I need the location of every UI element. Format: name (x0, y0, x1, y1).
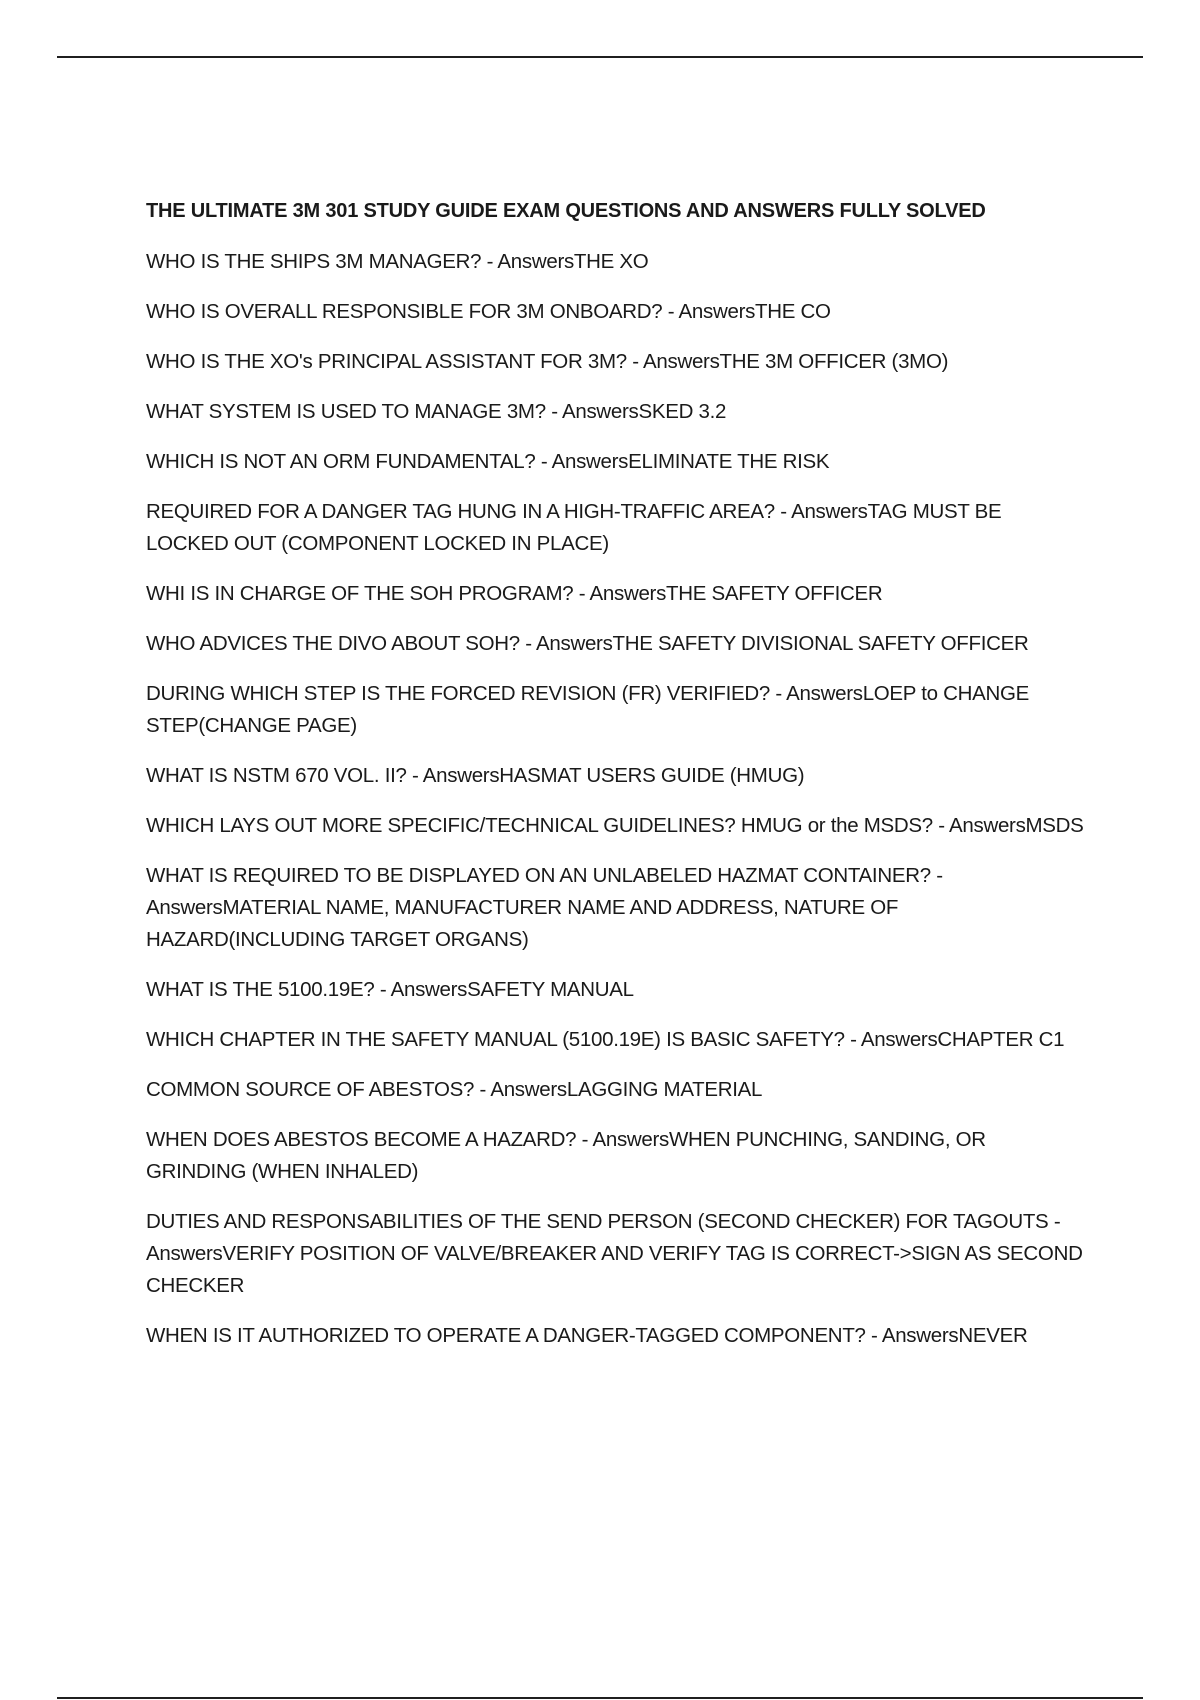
qa-item: WHICH CHAPTER IN THE SAFETY MANUAL (5100.19E) IS BASIC SAFETY? - AnswersCHAPTER C1 (146, 1028, 1065, 1051)
qa-item: WHO IS OVERALL RESPONSIBLE FOR 3M ONBOARD? - AnswersTHE CO (146, 300, 831, 323)
qa-item: WHAT IS REQUIRED TO BE DISPLAYED ON AN UNLABELED HAZMAT CONTAINER? - AnswersMATERIAL NAME, MANUFACTURER NAME AND ADDRESS, NATURE OF HAZARD(INCLUDING TARGET ORGANS) (146, 864, 943, 951)
document-title: THE ULTIMATE 3M 301 STUDY GUIDE EXAM QUESTIONS AND ANSWERS FULLY SOLVED (146, 200, 986, 222)
qa-item: WHEN DOES ABESTOS BECOME A HAZARD? - AnswersWHEN PUNCHING, SANDING, OR GRINDING (WHEN INHALED) (146, 1128, 986, 1183)
qa-item: COMMON SOURCE OF ABESTOS? - AnswersLAGGING MATERIAL (146, 1078, 763, 1101)
qa-item: WHAT IS NSTM 670 VOL. II? - AnswersHASMAT USERS GUIDE (HMUG) (146, 764, 805, 787)
qa-item: DURING WHICH STEP IS THE FORCED REVISION (FR) VERIFIED? - AnswersLOEP to CHANGE STEP(CHANGE PAGE) (146, 682, 1030, 737)
top-rule (57, 56, 1143, 58)
qa-item: WHICH LAYS OUT MORE SPECIFIC/TECHNICAL GUIDELINES? HMUG or the MSDS? - AnswersMSDS (146, 814, 1084, 837)
document-body (146, 196, 1086, 1370)
qa-item: WHI IS IN CHARGE OF THE SOH PROGRAM? - AnswersTHE SAFETY OFFICER (146, 582, 883, 605)
qa-item: REQUIRED FOR A DANGER TAG HUNG IN A HIGH-TRAFFIC AREA? - AnswersTAG MUST BE LOCKED OUT (COMPONENT LOCKED IN PLACE) (146, 500, 1002, 555)
qa-item: WHO ADVICES THE DIVO ABOUT SOH? - AnswersTHE SAFETY DIVISIONAL SAFETY OFFICER (146, 632, 1029, 655)
qa-item: WHAT SYSTEM IS USED TO MANAGE 3M? - AnswersSKED 3.2 (146, 400, 727, 423)
qa-item: WHO IS THE XO's PRINCIPAL ASSISTANT FOR 3M? - AnswersTHE 3M OFFICER (3MO) (146, 350, 949, 373)
qa-item: WHICH IS NOT AN ORM FUNDAMENTAL? - AnswersELIMINATE THE RISK (146, 450, 830, 473)
qa-item: WHEN IS IT AUTHORIZED TO OPERATE A DANGER-TAGGED COMPONENT? - AnswersNEVER (146, 1324, 1028, 1347)
qa-item: DUTIES AND RESPONSABILITIES OF THE SEND PERSON (SECOND CHECKER) FOR TAGOUTS - AnswersVERIFY POSITION OF VALVE/BREAKER AND VERIFY TAG IS CORRECT->SIGN AS SECOND CHECKER (146, 1210, 1083, 1297)
bottom-rule (57, 1697, 1143, 1699)
qa-item: WHO IS THE SHIPS 3M MANAGER? - AnswersTHE XO (146, 250, 649, 273)
qa-item: WHAT IS THE 5100.19E? - AnswersSAFETY MANUAL (146, 978, 634, 1001)
